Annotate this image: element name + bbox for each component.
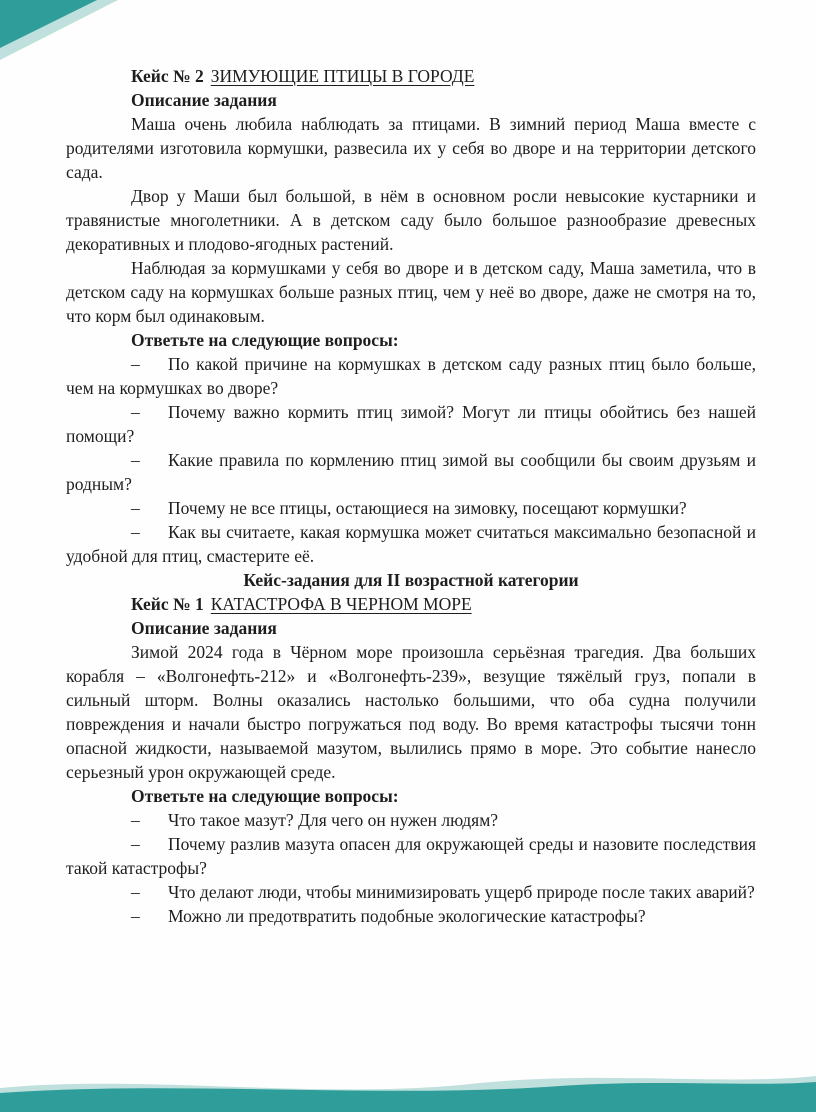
case2-paragraph: Двор у Маши был большой, в нём в основном росли невысокие кустарники и травянистые многолетники. А в детском саду было большое разнообразие древесных декоративных и плодово-ягодных растений. [66, 186, 756, 254]
dash-marker: – [131, 810, 140, 830]
case2-paragraph: Маша очень любила наблюдать за птицами. В зимний период Маша вместе с родителями изготовила кормушки, развесила их у себя во дворе и на территории детского сада. [66, 114, 756, 182]
case2-heading [66, 64, 756, 88]
question-text: По какой причине на кормушках в детском саду разных птиц было больше, чем на кормушках во дворе? [66, 354, 756, 398]
case1-question-item [66, 832, 756, 880]
question-text: Можно ли предотвратить подобные экологические катастрофы? [168, 906, 646, 926]
question-text: Что делают люди, чтобы минимизировать ущерб природе после таких аварий? [168, 882, 755, 902]
case2-question-item [66, 496, 756, 520]
case1-question-item [66, 808, 756, 832]
dash-marker: – [131, 522, 140, 542]
corner-decoration [0, 0, 122, 62]
case1-paragraph: Зимой 2024 года в Чёрном море произошла серьёзная трагедия. Два больших корабля – «Волгонефть-212» и «Волгонефть-239», везущие тяжёлый груз, попали в сильный шторм. Волны оказались настолько большими, что оба судна получили повреждения и начали быстро погружаться под воду. Во время катастрофы тысячи тонн опасной жидкости, называемой мазутом, вылились прямо в море. Это событие нанесло серьезный урон окружающей среде. [66, 642, 756, 782]
case2-title: ЗИМУЮЩИЕ ПТИЦЫ В ГОРОДЕ [210, 66, 475, 86]
question-text: Что такое мазут? Для чего он нужен людям? [168, 810, 499, 830]
dash-marker: – [131, 402, 140, 422]
case2-questions-heading: Ответьте на следующие вопросы: [131, 330, 399, 350]
section-heading: Кейс-задания для II возрастной категории [243, 570, 579, 590]
case1-question-item [66, 904, 756, 928]
case1-label: Кейс № 1 [131, 594, 204, 614]
dash-marker: – [131, 834, 140, 854]
case1-question-item [66, 880, 756, 904]
case2-question-item [66, 520, 756, 568]
case1-heading [66, 592, 756, 616]
dash-marker: – [131, 498, 140, 518]
question-text: Почему не все птицы, остающиеся на зимовку, посещают кормушки? [168, 498, 687, 518]
dash-marker: – [131, 906, 140, 926]
dash-marker: – [131, 882, 140, 902]
question-text: Какие правила по кормлению птиц зимой вы сообщили бы своим друзьям и родным? [66, 450, 756, 494]
case1-questions-heading: Ответьте на следующие вопросы: [131, 786, 399, 806]
bottom-wave-decoration [0, 1066, 816, 1112]
corner-triangle-icon [0, 0, 97, 48]
dash-marker: – [131, 354, 140, 374]
question-text: Почему важно кормить птиц зимой? Могут ли птицы обойтись без нашей помощи? [66, 402, 756, 446]
question-text: Как вы считаете, какая кормушка может считаться максимально безопасной и удобной для птиц, смастерите её. [66, 522, 756, 566]
question-text: Почему разлив мазута опасен для окружающей среды и назовите последствия такой катастрофы? [66, 834, 756, 878]
dash-marker: – [131, 450, 140, 470]
document-body [66, 64, 756, 928]
case1-description-heading: Описание задания [131, 618, 277, 638]
case2-question-item [66, 448, 756, 496]
case2-description-heading: Описание задания [131, 90, 277, 110]
case1-title: КАТАСТРОФА В ЧЕРНОМ МОРЕ [210, 594, 472, 614]
case2-question-item [66, 352, 756, 400]
case2-paragraph: Наблюдая за кормушками у себя во дворе и в детском саду, Маша заметила, что в детском саду на кормушках больше разных птиц, чем у неё во дворе, даже не смотря на то, что корм был одинаковым. [66, 258, 756, 326]
case2-question-item [66, 400, 756, 448]
case2-label: Кейс № 2 [131, 66, 204, 86]
